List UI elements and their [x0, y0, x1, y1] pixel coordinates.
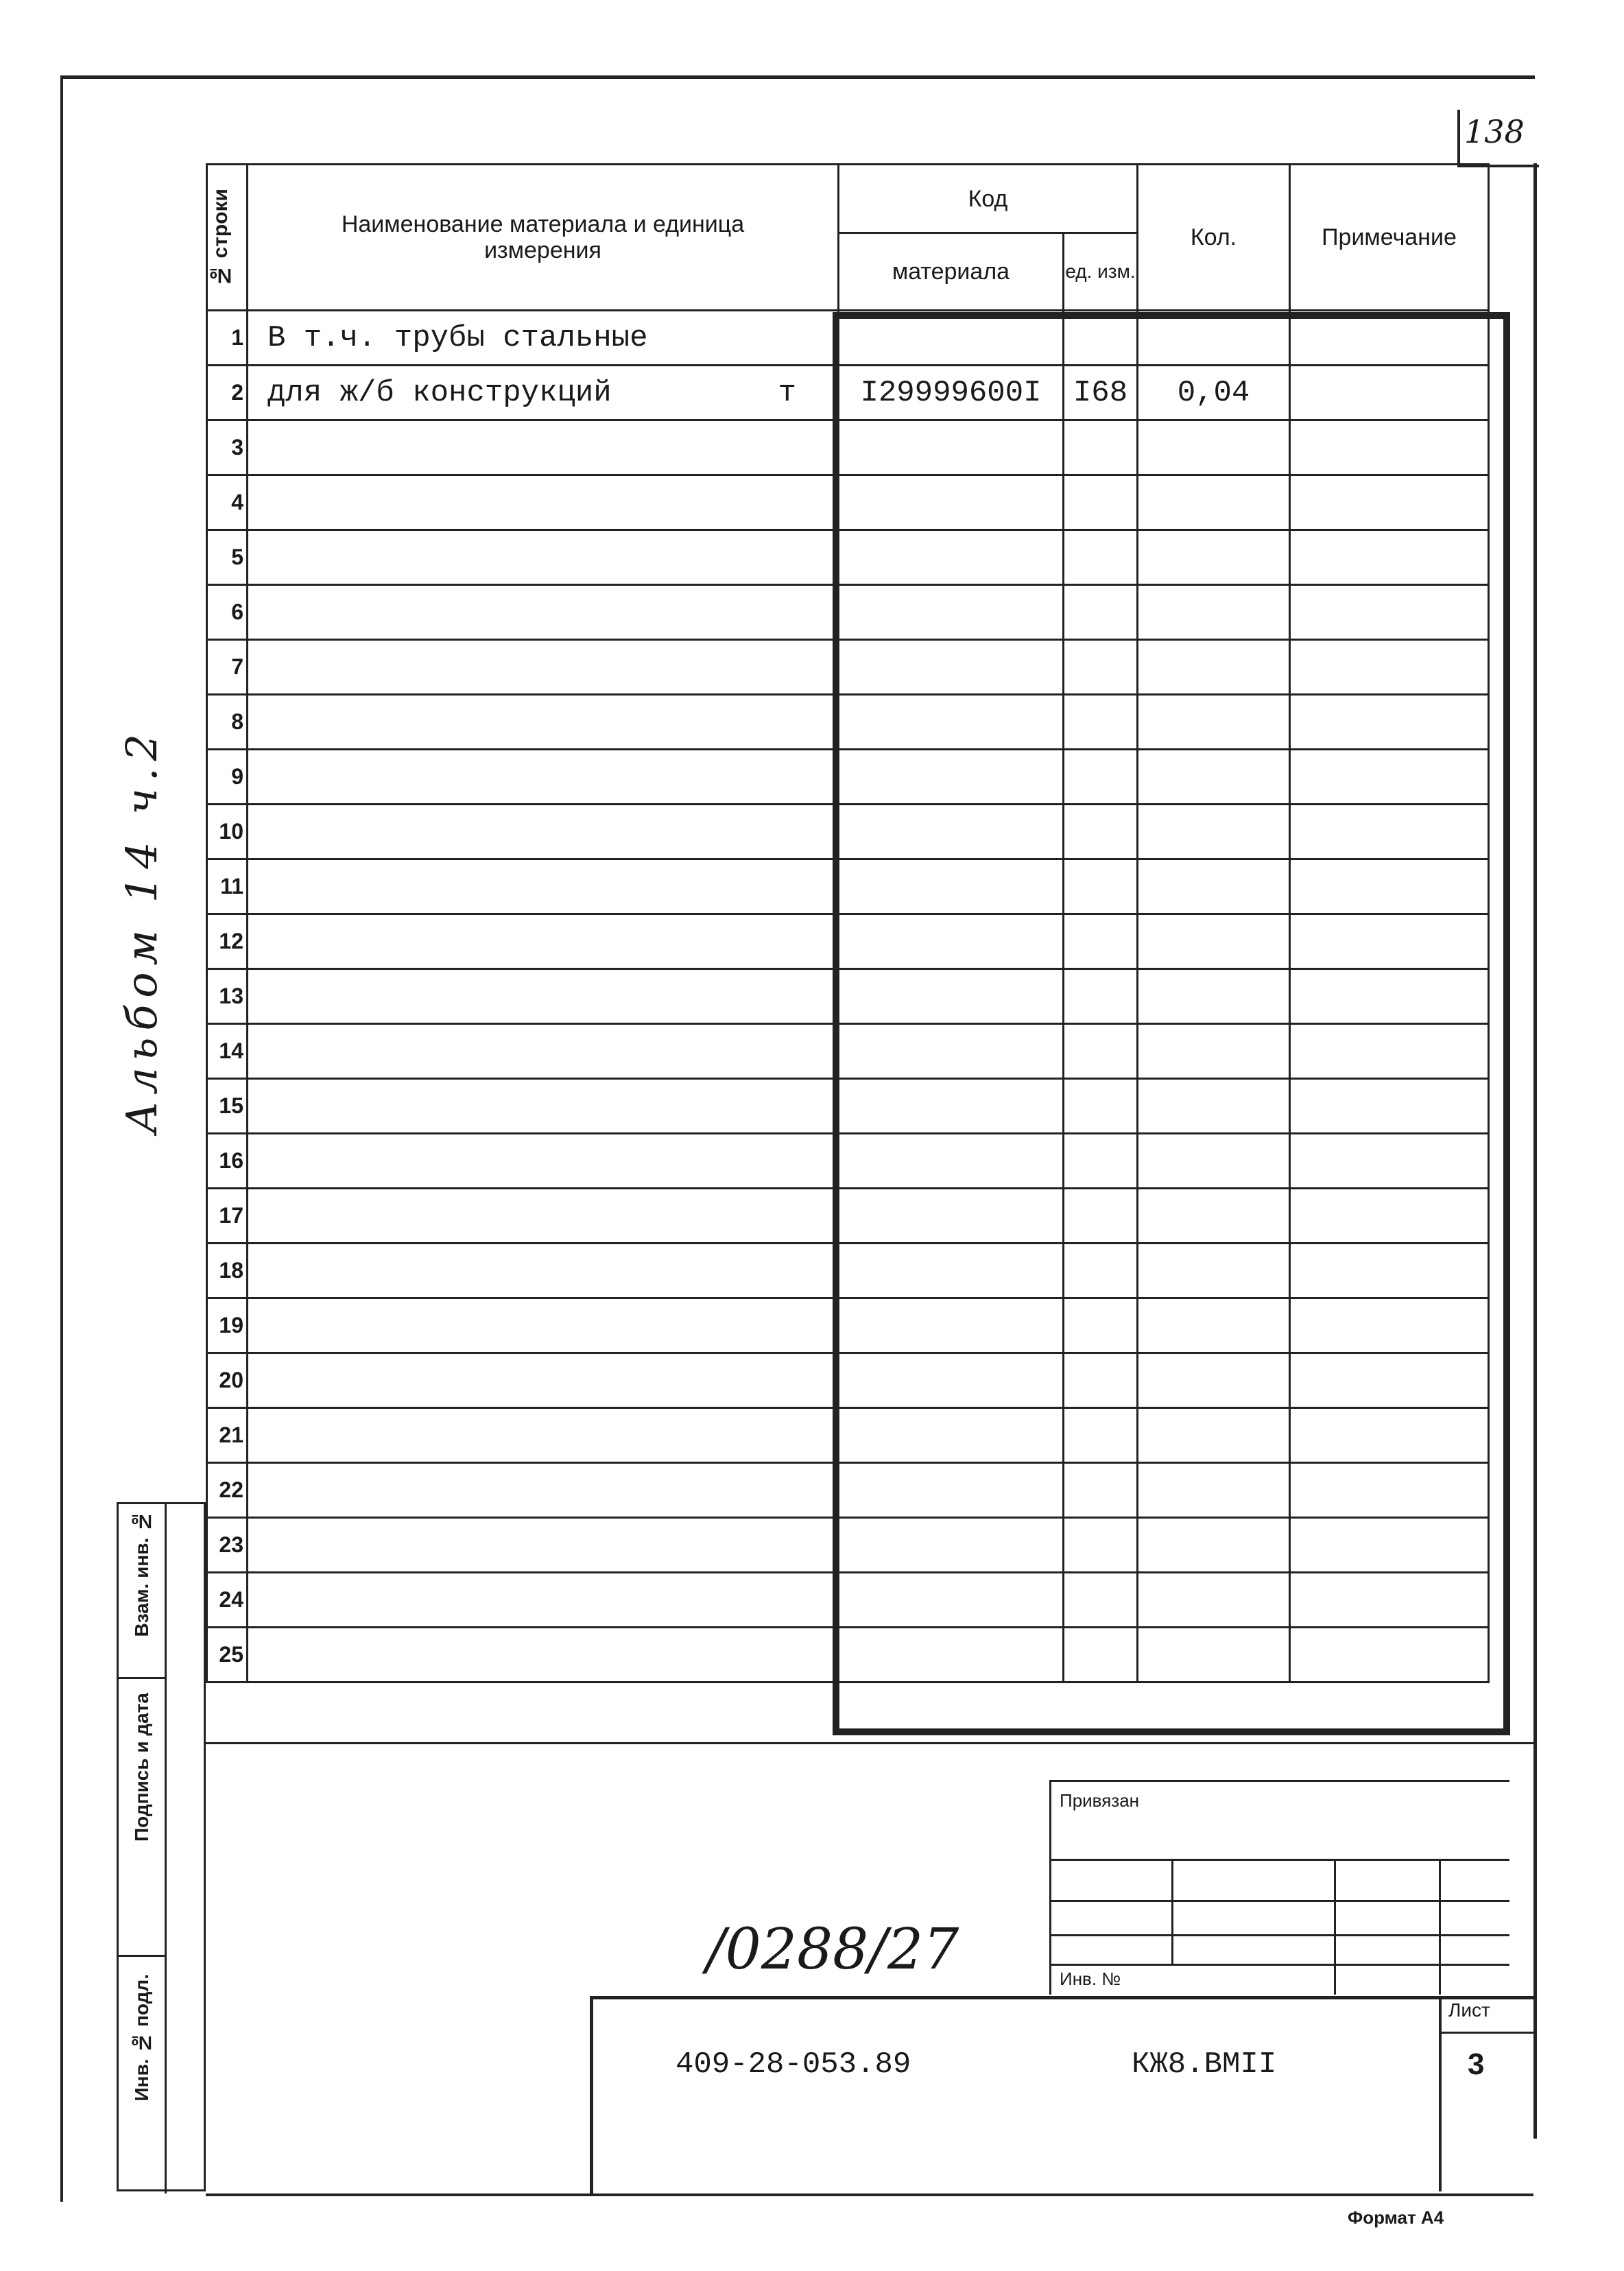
row-number: 6: [207, 585, 248, 640]
page-border-right: [1533, 163, 1537, 2139]
row-number: 10: [207, 805, 248, 859]
row-name: [248, 530, 839, 585]
margin-cell-inv-podl: Инв. № подл.: [119, 1957, 167, 2193]
row-name: [248, 640, 839, 695]
document-number: 409-28-053.89: [676, 2047, 911, 2082]
row-number: 5: [207, 530, 248, 585]
row-name: [248, 1244, 839, 1298]
album-note: Альбом 14 ч.2: [117, 727, 167, 1134]
header-name: Наименование материала и единица измерения: [248, 165, 839, 311]
row-name: [248, 1518, 839, 1573]
row-name: [248, 805, 839, 859]
header-material-code: материала: [839, 233, 1064, 311]
row-name: [248, 311, 839, 366]
row-number: 24: [207, 1573, 248, 1628]
row-name: [248, 1134, 839, 1189]
row-name: [248, 475, 839, 530]
header-quantity: Кол.: [1138, 165, 1290, 311]
row-number: 2: [207, 366, 248, 420]
row-name: [248, 1408, 839, 1463]
row-name: [248, 366, 839, 420]
sheet-label: Лист: [1448, 1999, 1490, 2021]
main-stamp: [590, 1996, 1537, 2195]
row-name: [248, 750, 839, 805]
row-number: 13: [207, 969, 248, 1024]
row-number: 22: [207, 1463, 248, 1518]
row-name: [248, 1298, 839, 1353]
row-number: 25: [207, 1628, 248, 1683]
row-number: 12: [207, 914, 248, 969]
row-name: [248, 585, 839, 640]
row-name: [248, 1189, 839, 1244]
row-number: 11: [207, 859, 248, 914]
row-number: 20: [207, 1353, 248, 1408]
handwritten-number: /0288/27: [706, 1917, 959, 1982]
row-unit-letter: т: [778, 375, 796, 410]
sheet-corner-number: 138: [1464, 113, 1525, 150]
page-border-left: [60, 75, 63, 2202]
sheet-value: 3: [1468, 2047, 1485, 2081]
row-name-text: для ж/б конструкций: [267, 375, 612, 410]
row-unit-code: I68: [1064, 366, 1138, 420]
row-name: [248, 1628, 839, 1683]
row-name: [248, 1463, 839, 1518]
privyazan-label: Привязан: [1060, 1790, 1140, 1811]
document-code: КЖ8.ВМII: [1132, 2047, 1277, 2082]
row-number: 23: [207, 1518, 248, 1573]
row-number: 3: [207, 420, 248, 475]
header-note: Примечание: [1290, 165, 1489, 311]
row-number: 9: [207, 750, 248, 805]
header-row-number: № строки: [207, 165, 248, 311]
row-number: 4: [207, 475, 248, 530]
binding-box: [1049, 1780, 1509, 1995]
row-name: [248, 695, 839, 750]
row-name-text: В т.ч. трубы стальные: [267, 320, 648, 355]
row-number: 19: [207, 1298, 248, 1353]
header-code: Код: [839, 165, 1138, 233]
row-number: 8: [207, 695, 248, 750]
row-number: 1: [207, 311, 248, 366]
header-unit-code: ед. изм.: [1064, 233, 1138, 311]
row-name: [248, 969, 839, 1024]
format-label: Формат А4: [1348, 2207, 1444, 2228]
page-border-top: [60, 75, 1535, 79]
margin-cell-vzam: Взам. инв. №: [119, 1504, 167, 1679]
inv-no-label: Инв. №: [1060, 1969, 1121, 1989]
row-material-code: I29999600I: [839, 366, 1064, 420]
sheet-box-divider: [1439, 2032, 1533, 2034]
left-margin-stamp: [117, 1502, 206, 2191]
row-name: [248, 1079, 839, 1134]
margin-cell-podpis: Подпись и дата: [119, 1679, 167, 1957]
row-name: [248, 859, 839, 914]
row-number: 17: [207, 1189, 248, 1244]
row-number: 21: [207, 1408, 248, 1463]
row-name: [248, 420, 839, 475]
sheet-box: [1439, 1996, 1536, 2191]
row-name: [248, 914, 839, 969]
row-number: 14: [207, 1024, 248, 1079]
row-quantity: 0,04: [1138, 366, 1290, 420]
code-columns-frame: [833, 312, 1510, 1735]
row-number: 18: [207, 1244, 248, 1298]
row-number: 7: [207, 640, 248, 695]
row-number: 15: [207, 1079, 248, 1134]
row-name: [248, 1353, 839, 1408]
row-name: [248, 1573, 839, 1628]
row-number: 16: [207, 1134, 248, 1189]
row-name: [248, 1024, 839, 1079]
